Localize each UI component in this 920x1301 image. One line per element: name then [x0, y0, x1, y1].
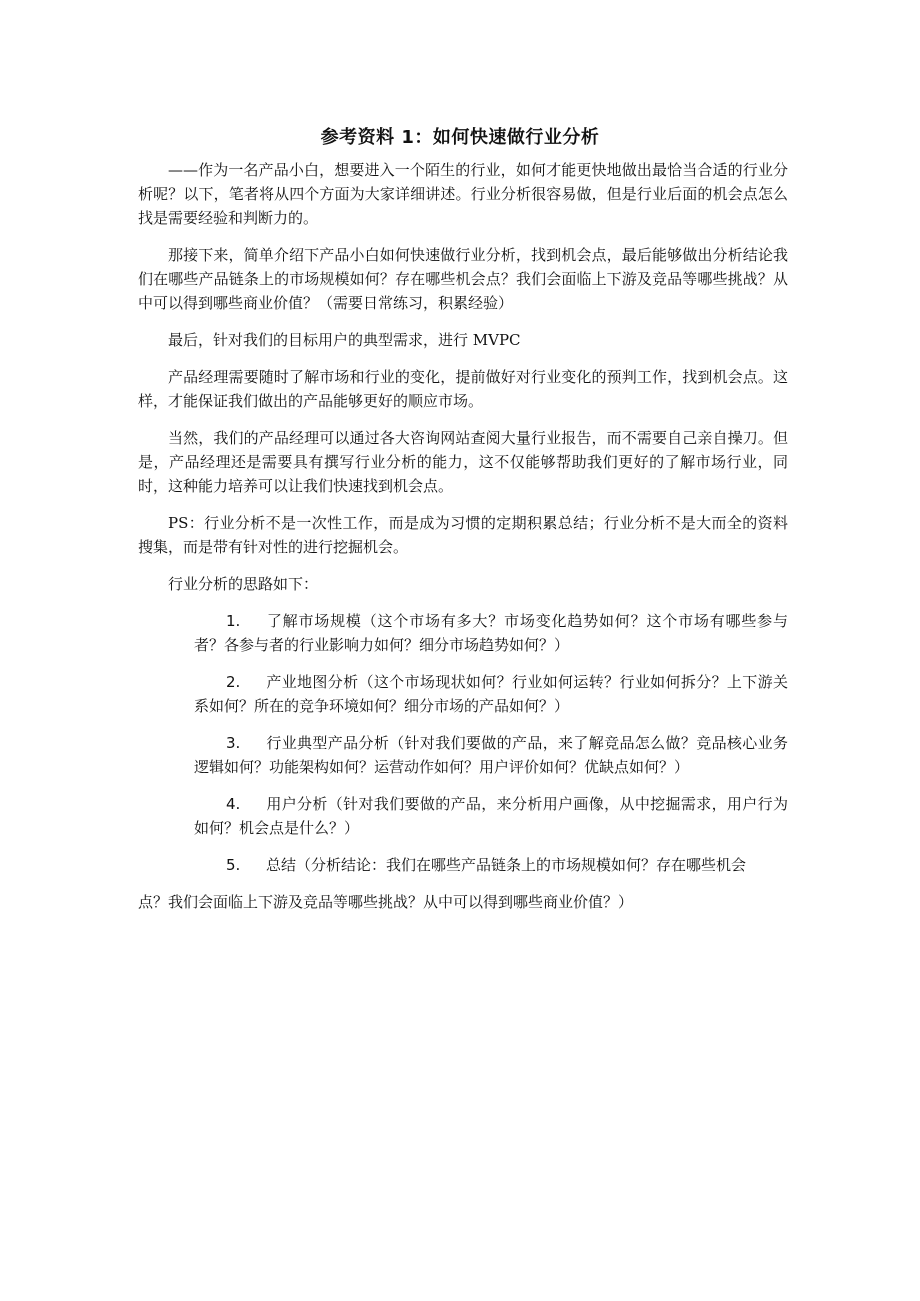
reports-paragraph: 当然，我们的产品经理可以通过各大咨询网站查阅大量行业报告，而不需要自己亲自操刀。但是，产品经理还是需要具有撰写行业分析的能力，这不仅能够帮助我们更好的了解市场行业，同时，这种能力培养可以让我们快速找到机会点。	[138, 429, 788, 495]
list-item	[138, 670, 788, 718]
step-number: 3.	[226, 734, 241, 752]
summary-continuation: 点？我们会面临上下游及竞品等哪些挑战？从中可以得到哪些商业价值？）	[138, 893, 634, 911]
step-text: 行业典型产品分析（针对我们要做的产品，来了解竞品怎么做？竞品核心业务逻辑如何？功能架构如何？运营动作如何？用户评价如何？优缺点如何？）	[194, 734, 788, 776]
approach-paragraph: 那接下来，简单介绍下产品小白如何快速做行业分析，找到机会点，最后能够做出分析结论我们在哪些产品链条上的市场规模如何？存在哪些机会点？我们会面临上下游及竞品等哪些挑战？从中可以得到哪些商业价值？（需要日常练习，积累经验）	[138, 246, 788, 312]
intro-paragraph: ——作为一名产品小白，想要进入一个陌生的行业，如何才能更快地做出最恰当合适的行业分析呢？以下，笔者将从四个方面为大家详细讲述。行业分析很容易做，但是行业后面的机会点怎么找是需要经验和判断力的。	[138, 161, 788, 227]
step-text: 总结（分析结论：我们在哪些产品链条上的市场规模如何？存在哪些机会	[266, 856, 747, 874]
approach-heading: 行业分析的思路如下：	[168, 575, 319, 593]
analysis-steps-list	[138, 609, 788, 877]
step-text: 用户分析（针对我们要做的产品，来分析用户画像，从中挖掘需求，用户行为如何？机会点是什么？）	[194, 795, 788, 837]
step-number: 4.	[226, 795, 241, 813]
document-title: 参考资料 1：如何快速做行业分析	[320, 127, 600, 148]
market-change-paragraph: 产品经理需要随时了解市场和行业的变化，提前做好对行业变化的预判工作，找到机会点。这样，才能保证我们做出的产品能够更好的顺应市场。	[138, 368, 788, 410]
step-number: 1.	[226, 612, 241, 630]
list-item	[138, 792, 788, 840]
step-number: 5.	[226, 856, 241, 874]
list-item	[138, 731, 788, 779]
mvpc-paragraph: 最后，针对我们的目标用户的典型需求，进行 MVPC	[168, 331, 521, 349]
step-text: 产业地图分析（这个市场现状如何？行业如何运转？行业如何拆分？上下游关系如何？所在的竞争环境如何？细分市场的产品如何？）	[194, 673, 788, 715]
ps-paragraph: PS：行业分析不是一次性工作，而是成为习惯的定期积累总结；行业分析不是大而全的资料搜集，而是带有针对性的进行挖掘机会。	[138, 514, 788, 556]
document-body	[138, 158, 788, 927]
list-item	[138, 853, 788, 877]
step-text: 了解市场规模（这个市场有多大？市场变化趋势如何？这个市场有哪些参与者？各参与者的行业影响力如何？细分市场趋势如何？）	[194, 612, 788, 654]
list-item	[138, 609, 788, 657]
step-number: 2.	[226, 673, 241, 691]
